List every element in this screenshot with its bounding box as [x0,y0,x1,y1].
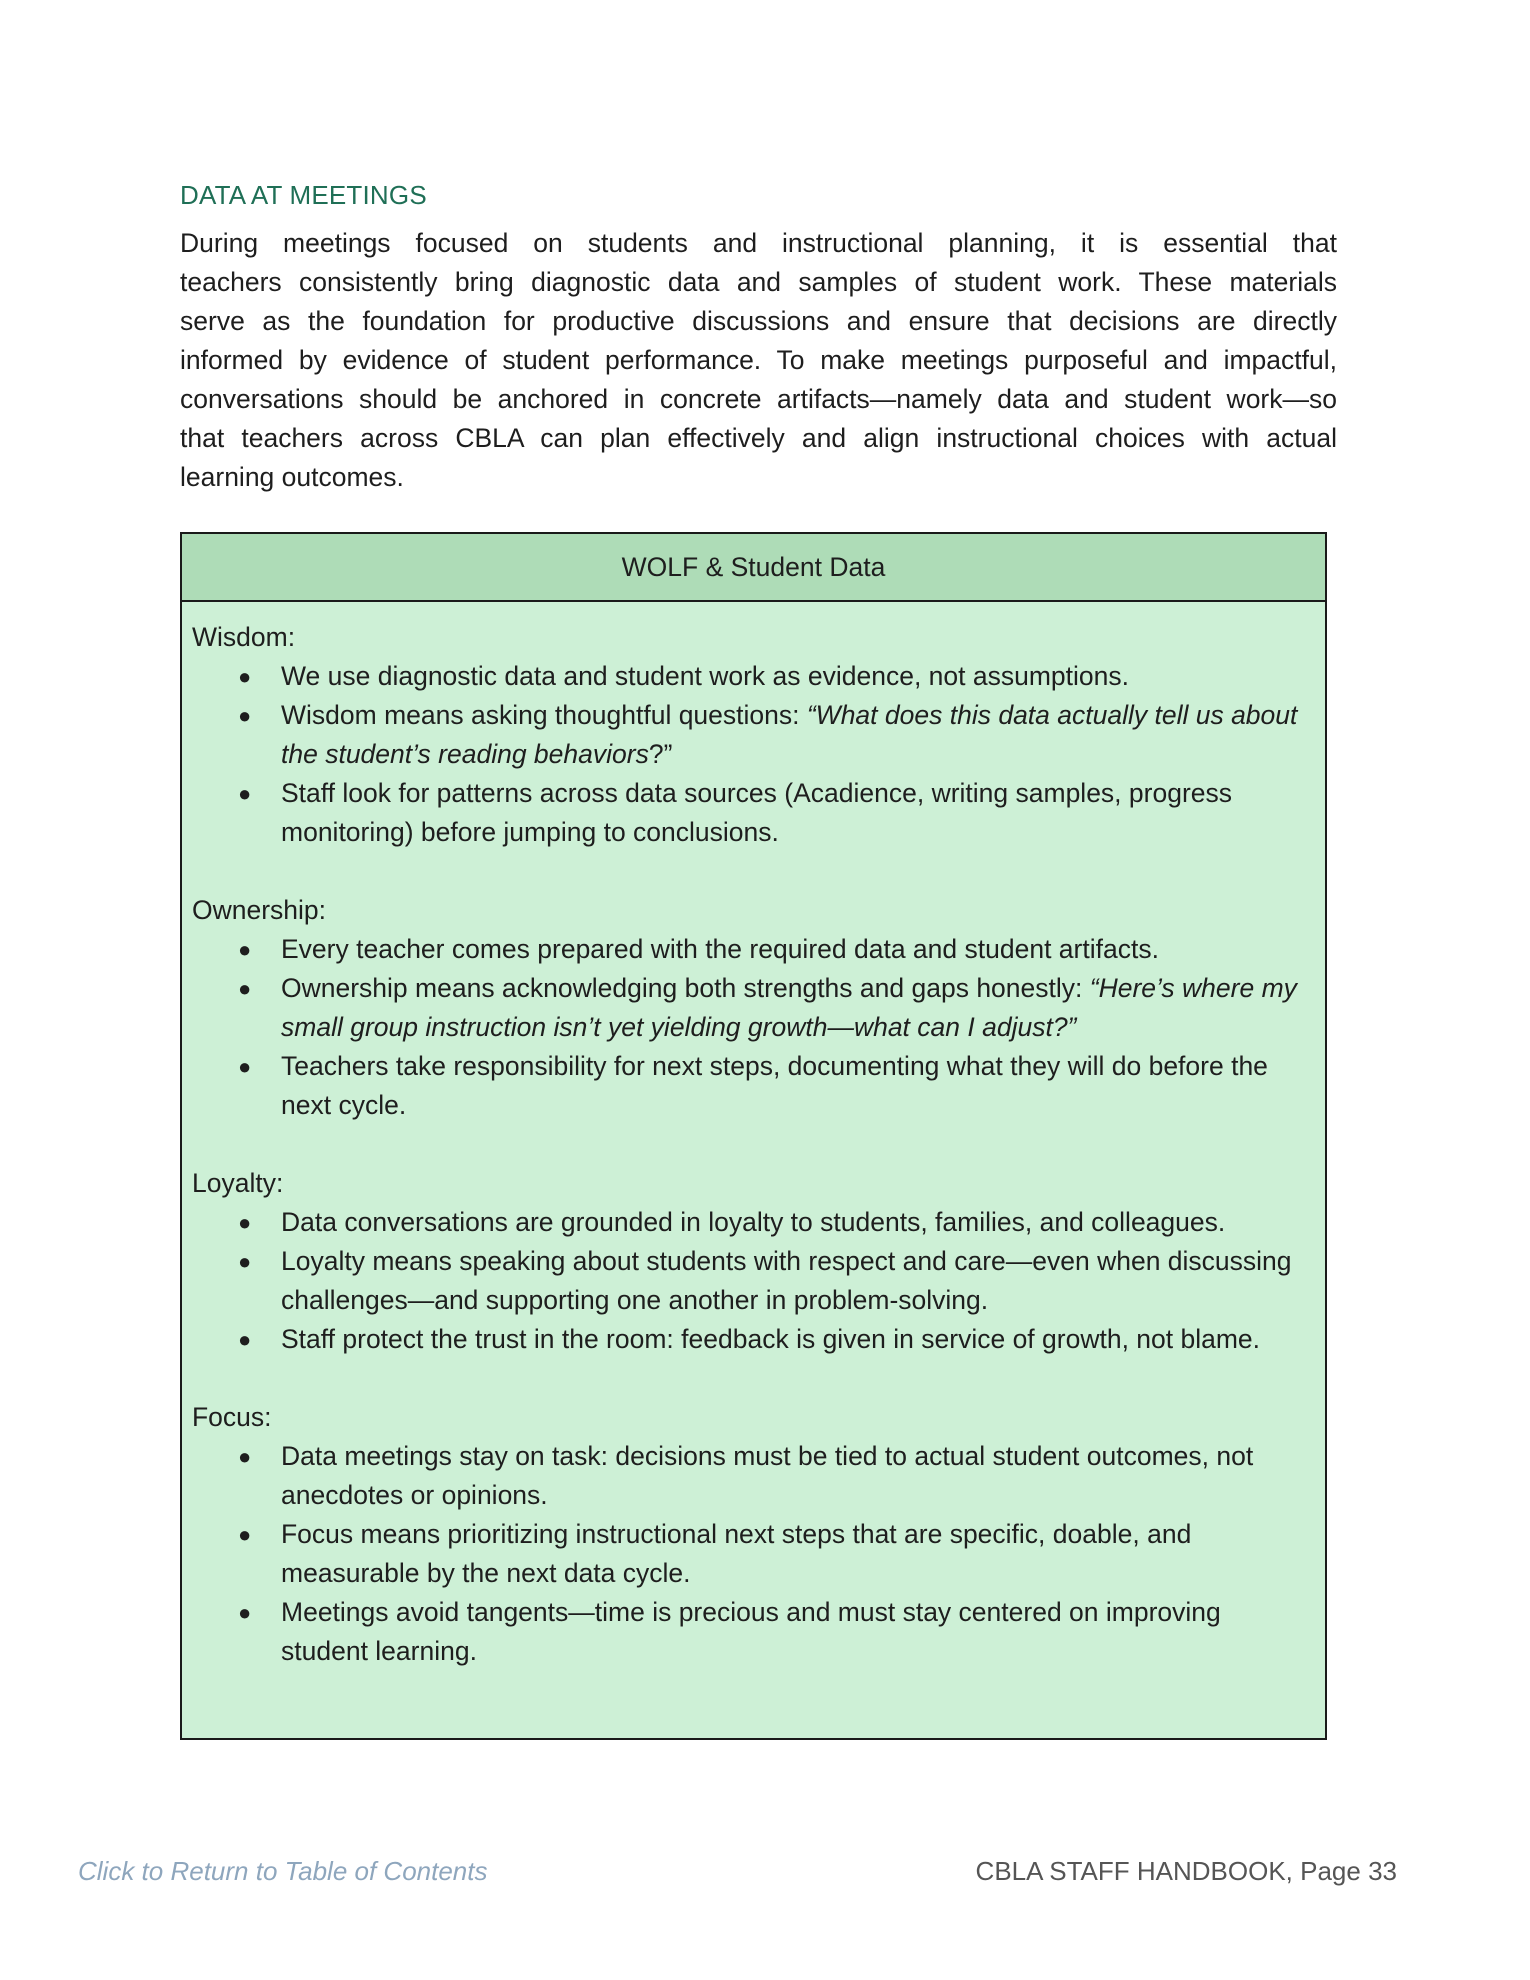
bullet-dot-icon: ● [238,1522,252,1547]
bullet-quote-tail: ?” [648,739,673,769]
bullet-text [281,1441,1253,1510]
intro-line: that teachers across CBLA can plan effectively and align instructional choices with actual [180,423,1337,453]
bullet-list [192,930,1315,1125]
bullet-list [192,1203,1315,1359]
bullet-item [192,1320,1315,1359]
bullet-item [192,1437,1315,1515]
bullet-quote: “Here’s where my small group instruction isn’t yet yielding growth—what can I adjust?” [281,973,1297,1042]
bullet-dot-icon: ● [238,1054,252,1079]
bullet-text-plain: Ownership means acknowledging both strengths and gaps honestly: [281,973,1090,1003]
bullet-dot-icon: ● [238,976,252,1001]
bullet-text [281,1207,1225,1237]
bullet-dot-icon: ● [238,1210,252,1235]
bullet-dot-icon: ● [238,1444,252,1469]
bullet-item [192,1242,1315,1320]
bullet-dot-icon: ● [238,1249,252,1274]
bullet-dot-icon: ● [238,937,252,962]
bullet-text-plain: We use diagnostic data and student work as evidence, not assumptions. [281,661,1130,691]
bullet-text-plain: Loyalty means speaking about students with respect and care—even when discussing challenges—and supporting one another in problem-solving. [281,1246,1292,1315]
bullet-item [192,657,1315,696]
bullet-item [192,969,1315,1047]
bullet-item [192,696,1315,774]
bullet-item [192,774,1315,852]
intro-line: During meetings focused on students and instructional planning, it is essential that [180,228,1337,258]
bullet-text [281,661,1129,691]
return-to-toc-link[interactable]: Click to Return to Table of Contents [78,1856,488,1886]
bullet-dot-icon: ● [238,1600,252,1625]
value-title: Wisdom: [192,622,296,652]
bullet-list [192,657,1315,852]
wolf-student-data-table [180,532,1327,1740]
bullet-dot-icon: ● [238,1327,252,1352]
value-title: Focus: [192,1402,272,1432]
bullet-text-plain: Meetings avoid tangents—time is precious and must stay centered on improving student learning. [281,1597,1221,1666]
value-title: Ownership: [192,895,327,925]
bullet-item [192,930,1315,969]
intro-line: informed by evidence of student performance. To make meetings purposeful and impactful, [180,345,1337,375]
bullet-item [192,1593,1315,1671]
bullet-text-plain: Focus means prioritizing instructional next steps that are specific, doable, and measurable by the next data cycle. [281,1519,1192,1588]
table-body [182,602,1325,1671]
bullet-text-plain: Every teacher comes prepared with the required data and student artifacts. [281,934,1159,964]
bullet-text [281,1051,1268,1120]
intro-line: conversations should be anchored in concrete artifacts—namely data and student work—so [180,384,1337,414]
value-section [192,1398,1315,1671]
bullet-item [192,1515,1315,1593]
value-section [192,891,1315,1125]
bullet-text-plain: Data meetings stay on task: decisions must be tied to actual student outcomes, not anecdotes or opinions. [281,1441,1254,1510]
page-footer-label: CBLA STAFF HANDBOOK, Page 33 [975,1856,1397,1886]
bullet-text-plain: Data conversations are grounded in loyalty to students, families, and colleagues. [281,1207,1226,1237]
bullet-text [281,778,1232,847]
bullet-text [281,700,1297,769]
bullet-dot-icon: ● [238,664,252,689]
value-section [192,1164,1315,1359]
bullet-text-plain: Wisdom means asking thoughtful questions: [281,700,807,730]
intro-line: teachers consistently bring diagnostic data and samples of student work. These materials [180,267,1337,297]
bullet-text-plain: Staff look for patterns across data sources (Acadience, writing samples, progress monitoring) before jumping to conclusions. [281,778,1233,847]
bullet-dot-icon: ● [238,703,252,728]
section-heading: DATA AT MEETINGS [180,180,427,210]
bullet-item [192,1203,1315,1242]
value-section [192,618,1315,852]
bullet-text [281,1246,1292,1315]
intro-line: serve as the foundation for productive discussions and ensure that decisions are directly [180,306,1337,336]
bullet-list [192,1437,1315,1671]
intro-line: learning outcomes. [180,462,404,492]
bullet-text-plain: Staff protect the trust in the room: feedback is given in service of growth, not blame. [281,1324,1261,1354]
bullet-text [281,1324,1260,1354]
intro-paragraph [180,224,1337,497]
bullet-text [281,934,1159,964]
bullet-text-plain: Teachers take responsibility for next steps, documenting what they will do before the next cycle. [281,1051,1268,1120]
bullet-text [281,1597,1221,1666]
value-title: Loyalty: [192,1168,284,1198]
bullet-text [281,973,1297,1042]
bullet-quote: “What does this data actually tell us about the student’s reading behaviors [281,700,1298,769]
bullet-text [281,1519,1191,1588]
table-header: WOLF & Student Data [182,534,1325,602]
bullet-item [192,1047,1315,1125]
bullet-dot-icon: ● [238,781,252,806]
